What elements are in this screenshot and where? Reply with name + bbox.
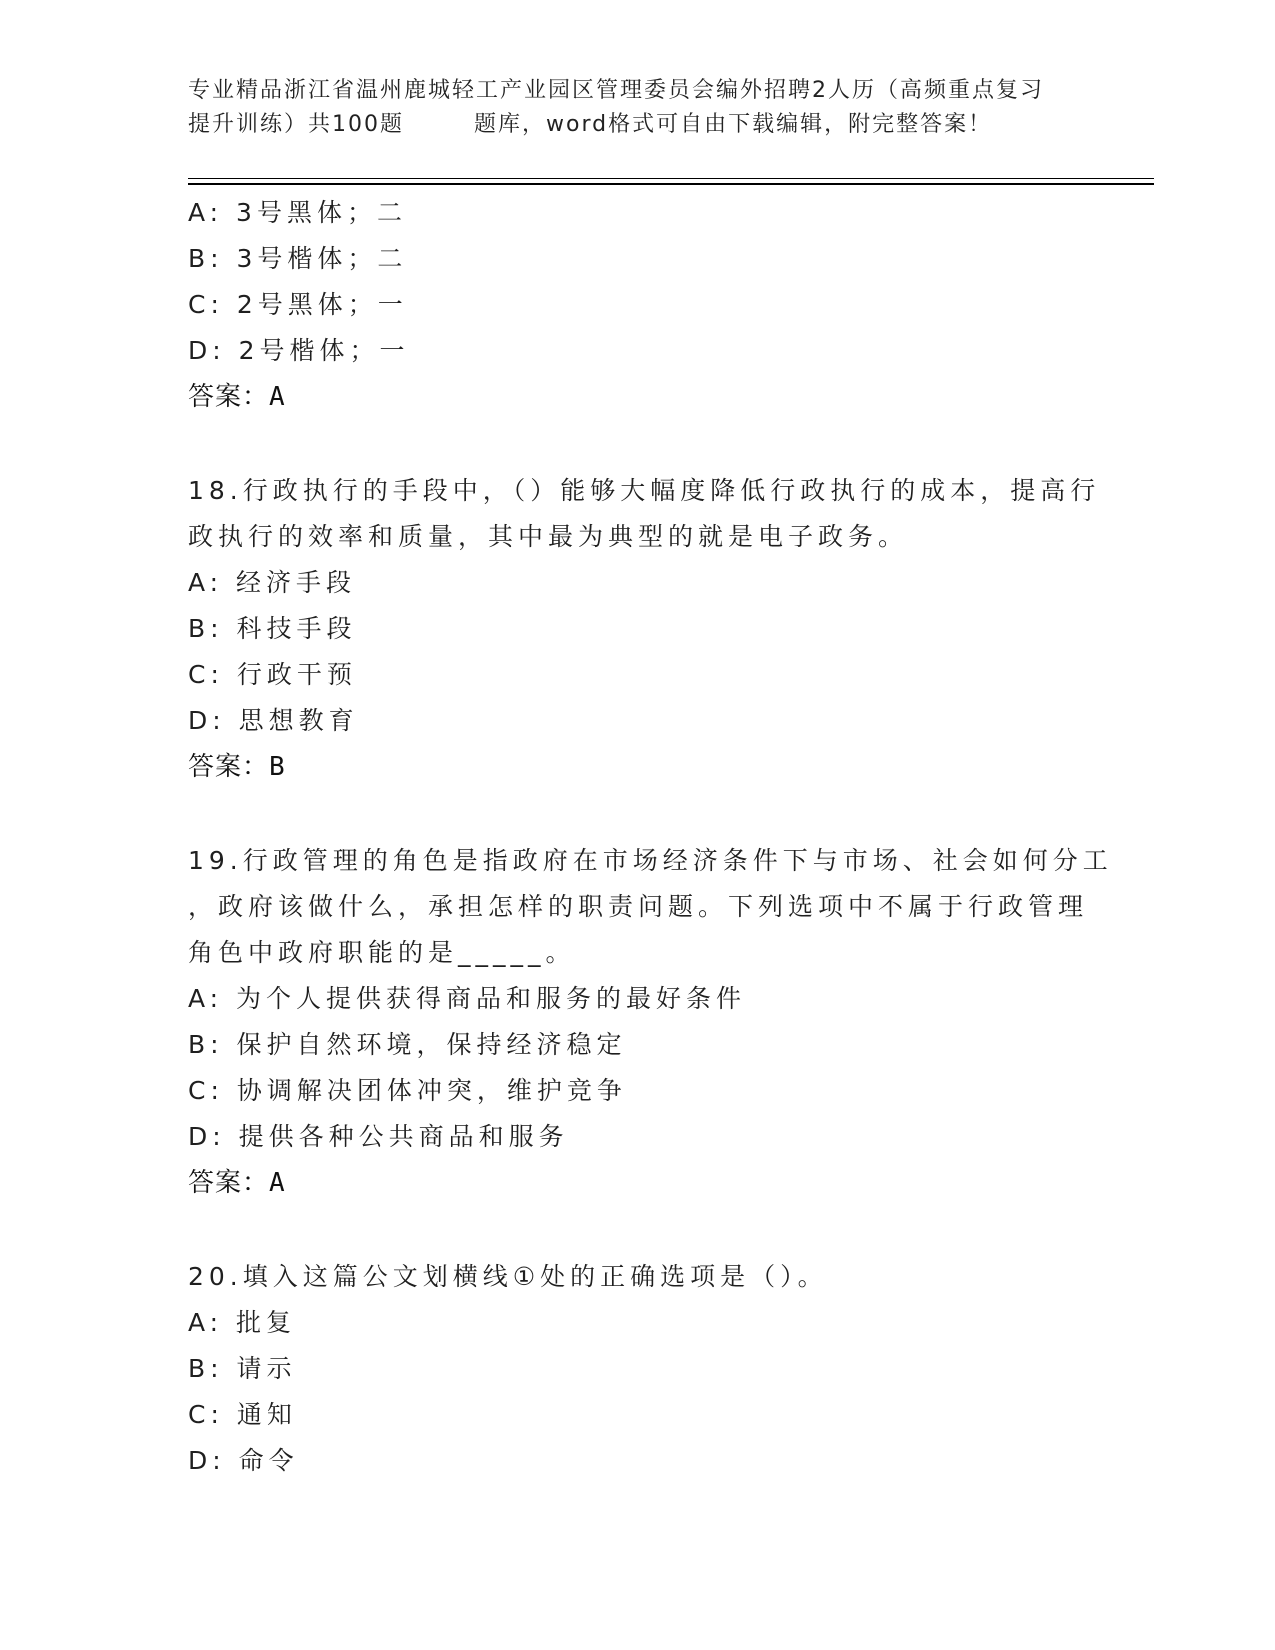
question-18 — [188, 468, 1101, 790]
option-b: B: 3号楷体；二 — [188, 244, 408, 273]
document-body — [188, 190, 1113, 1484]
question-17-continued — [188, 190, 1088, 420]
option-b: B: 请示 — [188, 1354, 297, 1383]
option-a: A: 经济手段 — [188, 568, 357, 597]
stem-line: 政执行的效率和质量，其中最为典型的就是电子政务。 — [188, 522, 909, 551]
stem-line: 18.行政执行的手段中，（）能够大幅度降低行政执行的成本，提高行 — [188, 476, 1101, 505]
option-a: A: 批复 — [188, 1308, 297, 1337]
stem-line: 角色中政府职能的是_____。 — [188, 938, 576, 967]
stem-line: 20.填入这篇公文划横线①处的正确选项是（）。 — [188, 1262, 828, 1291]
option-a: A: 3号黑体；二 — [188, 198, 407, 227]
answer-line: 答案：B — [188, 752, 286, 782]
option-c: C: 通知 — [188, 1400, 297, 1429]
question-20 — [188, 1254, 1088, 1484]
option-d: D: 提供各种公共商品和服务 — [188, 1122, 569, 1151]
option-d: D: 2号楷体；一 — [188, 336, 410, 365]
option-b: B: 保护自然环境，保持经济稳定 — [188, 1030, 627, 1059]
answer-line: 答案：A — [188, 1168, 286, 1198]
header-divider-thin — [188, 178, 1154, 179]
question-stem — [188, 1254, 1088, 1300]
header-line-1: 专业精品浙江省温州鹿城轻工产业园区管理委员会编外招聘2人历（高频重点复习 — [188, 78, 1044, 103]
header-line-2 — [188, 108, 1088, 142]
header-divider-thick — [188, 183, 1154, 185]
question-stem — [188, 838, 1113, 976]
document-header — [188, 74, 1088, 142]
question-19 — [188, 838, 1113, 1206]
answer-line: 答案：A — [188, 382, 286, 412]
header-line-2-part-a: 提升训练）共100题 — [188, 112, 404, 137]
option-c: C: 协调解决团体冲突，维护竞争 — [188, 1076, 627, 1105]
stem-line: 19.行政管理的角色是指政府在市场经济条件下与市场、社会如何分工 — [188, 846, 1113, 875]
header-line-2-part-b: 题库，word格式可自由下载编辑，附完整答案！ — [474, 112, 993, 137]
option-a: A: 为个人提供获得商品和服务的最好条件 — [188, 984, 747, 1013]
option-b: B: 科技手段 — [188, 614, 357, 643]
stem-line: ，政府该做什么，承担怎样的职责问题。下列选项中不属于行政管理 — [188, 892, 1089, 921]
option-d: D: 思想教育 — [188, 706, 359, 735]
option-d: D: 命令 — [188, 1446, 299, 1475]
option-c: C: 2号黑体；一 — [188, 290, 408, 319]
option-c: C: 行政干预 — [188, 660, 357, 689]
question-stem — [188, 468, 1101, 560]
